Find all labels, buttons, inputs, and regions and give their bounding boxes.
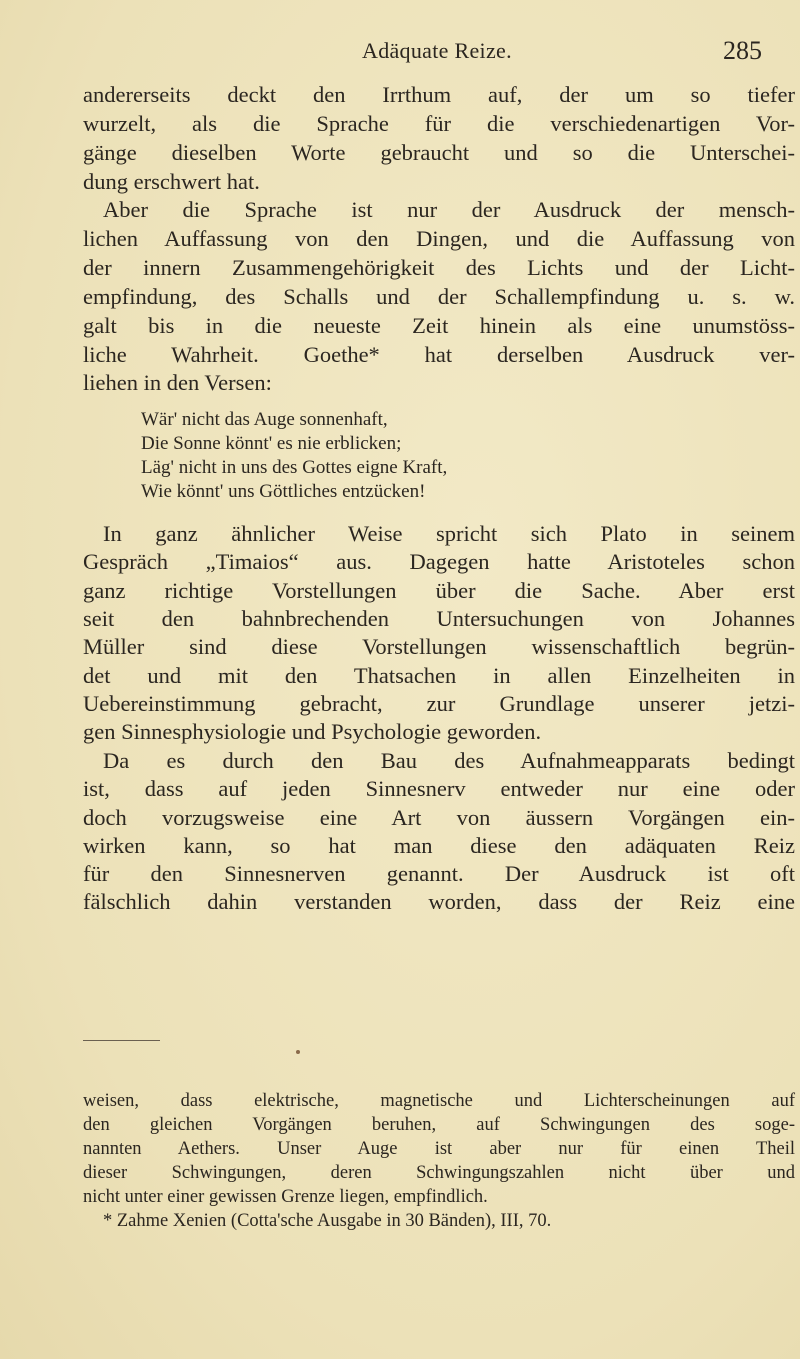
running-title: Adäquate Reize. bbox=[362, 38, 512, 63]
text-line: Uebereinstimmung gebracht, zur Grundlage unserer jetzi- bbox=[83, 691, 795, 716]
text-line: lichen Auffassung von den Dingen, und die Auffassung von bbox=[83, 226, 795, 251]
paper-speck bbox=[296, 1050, 300, 1054]
text-line: Aber die Sprache ist nur der Ausdruck der mensch- bbox=[103, 197, 795, 222]
text-line: der innern Zusammengehörigkeit des Lichts und der Licht- bbox=[83, 255, 795, 280]
text-line: empfindung, des Schalls und der Schallempfindung u. s. w. bbox=[83, 284, 795, 309]
footnote-line: * Zahme Xenien (Cotta'sche Ausgabe in 30 Bänden), III, 70. bbox=[103, 1211, 552, 1231]
verse-line: Wie könnt' uns Göttliches entzücken! bbox=[141, 481, 426, 502]
footnote-line: weisen, dass elektrische, magnetische und Lichterscheinungen auf bbox=[83, 1091, 795, 1111]
text-line: ganz richtige Vorstellungen über die Sache. Aber erst bbox=[83, 578, 795, 603]
footnote-line: nicht unter einer gewissen Grenze liegen, empfindlich. bbox=[83, 1187, 488, 1207]
text-line: gen Sinnesphysiologie und Psychologie geworden. bbox=[83, 719, 542, 744]
text-line: Da es durch den Bau des Aufnahmeapparats bedingt bbox=[103, 748, 795, 773]
footnote-line: den gleichen Vorgängen beruhen, auf Schwingungen des soge- bbox=[83, 1115, 795, 1135]
text-line: andererseits deckt den Irrthum auf, der um so tiefer bbox=[83, 82, 795, 107]
footnote-divider bbox=[83, 1040, 160, 1041]
footnote-line: dieser Schwingungen, deren Schwingungszahlen nicht über und bbox=[83, 1163, 795, 1183]
footnote-line: nannten Aethers. Unser Auge ist aber nur für einen Theil bbox=[83, 1139, 795, 1159]
text-line: Müller sind diese Vorstellungen wissenschaftlich begrün- bbox=[83, 634, 795, 659]
text-line: Gespräch „Timaios“ aus. Dagegen hatte Aristoteles schon bbox=[83, 549, 795, 574]
verse-line: Läg' nicht in uns des Gottes eigne Kraft, bbox=[141, 457, 448, 478]
text-line: ist, dass auf jeden Sinnesnerv entweder nur eine oder bbox=[83, 776, 795, 801]
text-line: liehen in den Versen: bbox=[83, 370, 272, 395]
text-line: liche Wahrheit. Goethe* hat derselben Ausdruck ver- bbox=[83, 342, 795, 367]
text-line: det und mit den Thatsachen in allen Einzelheiten in bbox=[83, 663, 795, 688]
text-line: wirken kann, so hat man diese den adäquaten Reiz bbox=[83, 833, 795, 858]
text-line: dung erschwert hat. bbox=[83, 169, 260, 194]
text-line: gänge dieselben Worte gebraucht und so die Unterschei- bbox=[83, 140, 795, 165]
running-header bbox=[0, 38, 800, 68]
text-line: seit den bahnbrechenden Untersuchungen von Johannes bbox=[83, 606, 795, 631]
page-number: 285 bbox=[723, 36, 762, 65]
text-line: doch vorzugsweise eine Art von äussern Vorgängen ein- bbox=[83, 805, 795, 830]
text-line: für den Sinnesnerven genannt. Der Ausdruck ist oft bbox=[83, 861, 795, 886]
text-line: fälschlich dahin verstanden worden, dass der Reiz eine bbox=[83, 889, 795, 914]
verse-line: Wär' nicht das Auge sonnenhaft, bbox=[141, 409, 388, 430]
verse-line: Die Sonne könnt' es nie erblicken; bbox=[141, 433, 402, 454]
text-line: galt bis in die neueste Zeit hinein als eine unumstöss- bbox=[83, 313, 795, 338]
text-line: wurzelt, als die Sprache für die verschiedenartigen Vor- bbox=[83, 111, 795, 136]
text-line: In ganz ähnlicher Weise spricht sich Plato in seinem bbox=[103, 521, 795, 546]
